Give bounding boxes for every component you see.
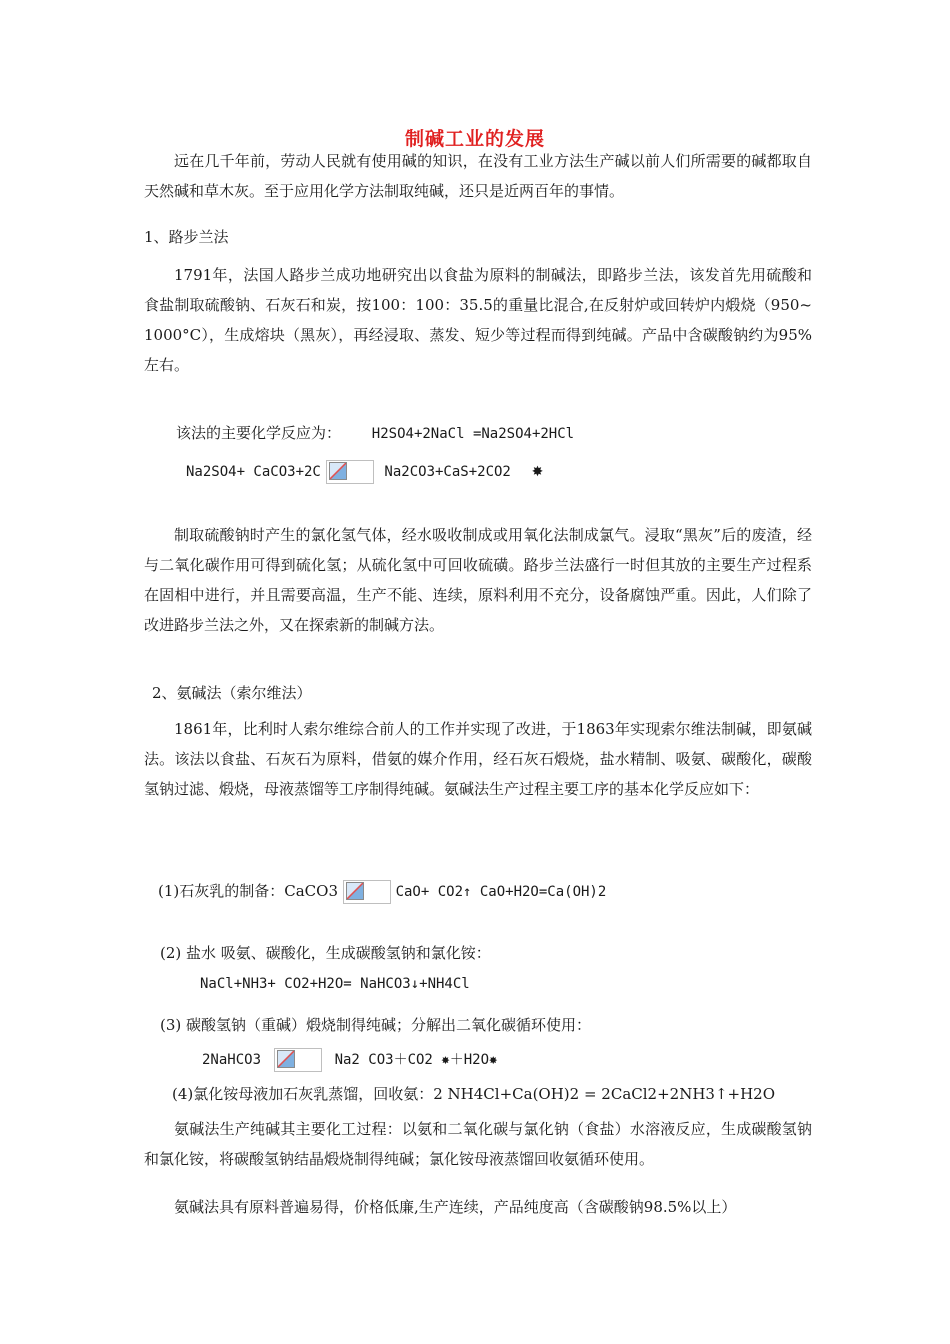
step-4: (4)氯化铵母液加石灰乳蒸馏，回收氨：2 NH4Cl+Ca(OH)2 = 2CaCl2+2NH3↑+H2O — [172, 1085, 776, 1103]
section-2-heading: 2、氨碱法（索尔维法） — [152, 684, 312, 702]
equation-2-left: Na2SO4+ CaCO3+2C — [186, 464, 321, 480]
step-3-label: (3) 碳酸氢钠（重碱）煅烧制得纯碱；分解出二氧化碳循环使用： — [160, 1016, 592, 1034]
section-2-paragraph-2: 氨碱法生产纯碱其主要化工过程：以氨和二氧化碳与氯化钠（食盐）水溶液反应，生成碳酸氢钠和氯化铵，将碳酸氢钠结晶煅烧制得纯碱；氯化铵母液蒸馏回收氨循环使用。 — [144, 1120, 812, 1168]
reaction-row-1 — [176, 422, 574, 443]
reaction-arrow-image — [274, 1048, 322, 1072]
step-1-row — [158, 880, 606, 904]
reaction-label: 该法的主要化学反应为： — [176, 424, 342, 442]
equation-1: H2SO4+2NaCl =Na2SO4+2HCl — [371, 426, 575, 442]
intro-paragraph: 远在几千年前，劳动人民就有使用碱的知识，在没有工业方法生产碱以前人们所需要的碱都取自天然碱和草木灰。至于应用化学方法制取纯碱，还只是近两百年的事情。 — [144, 152, 812, 200]
reaction-arrow-image — [343, 880, 391, 904]
step-2-equation: NaCl+NH3+ CO2+H2O= NaHCO3↓+NH4Cl — [200, 976, 470, 992]
broken-image-icon — [277, 1050, 295, 1068]
section-1-paragraph-2: 制取硫酸钠时产生的氯化氢气体，经水吸收制成或用氧化法制成氯气。浸取“黑灰”后的废渣，经与二氧化碳作用可得到硫化氢；从硫化氢中可回收硫磺。路步兰法盛行一时但其放的主要生产过程系在固相中进行，并且需要高温，生产不能、连续，原料利用不充分，设备腐蚀严重。因此，人们除了改进路步兰法之外，又在探索新的制碱方法。 — [144, 526, 812, 634]
section-2-paragraph-3: 氨碱法具有原料普遍易得，价格低廉,生产连续，产品纯度高（含碳酸钠98.5%以上） — [174, 1198, 737, 1216]
step-1-label: (1)石灰乳的制备：CaCO3 — [158, 882, 338, 900]
broken-image-icon — [346, 882, 364, 900]
section-1-paragraph-1: 1791年，法国人路步兰成功地研究出以食盐为原料的制碱法，即路步兰法，该发首先用硫酸和食盐制取硫酸钠、石灰石和炭，按100：100：35.5的重量比混合,在反射炉或回转炉内煅烧（950~1000°C），生成熔块（黑灰），再经浸取、蒸发、短少等过程而得到纯碱。产品中含碳酸钠约为95%左右。 — [144, 266, 812, 374]
equation-2-mark: ✸ — [531, 464, 544, 480]
reaction-row-2 — [186, 460, 543, 484]
step-1-equation: CaO+ CO2↑ CaO+H2O=Ca(OH)2 — [395, 884, 607, 900]
step-3-right: Na2 CO3＋CO2 ✸＋H2O✸ — [334, 1052, 498, 1068]
step-2-label: (2) 盐水 吸氨、碳酸化，生成碳酸氢钠和氯化铵： — [160, 944, 491, 962]
step-3-left: 2NaHCO3 — [202, 1052, 262, 1068]
equation-2-right: Na2CO3+CaS+2CO2 — [384, 464, 511, 480]
reaction-arrow-image — [326, 460, 374, 484]
section-2-paragraph-1: 1861年，比利时人索尔维综合前人的工作并实现了改进，于1863年实现索尔维法制碱，即氨碱法。该法以食盐、石灰石为原料，借氨的媒介作用，经石灰石煅烧，盐水精制、吸氨、碳酸化，碳酸氢钠过滤、煅烧，母液蒸馏等工序制得纯碱。氨碱法生产过程主要工序的基本化学反应如下： — [144, 720, 812, 798]
page-title: 制碱工业的发展 — [404, 128, 545, 150]
step-3-row — [202, 1048, 497, 1072]
broken-image-icon — [329, 462, 347, 480]
section-1-heading: 1、路步兰法 — [144, 228, 229, 246]
